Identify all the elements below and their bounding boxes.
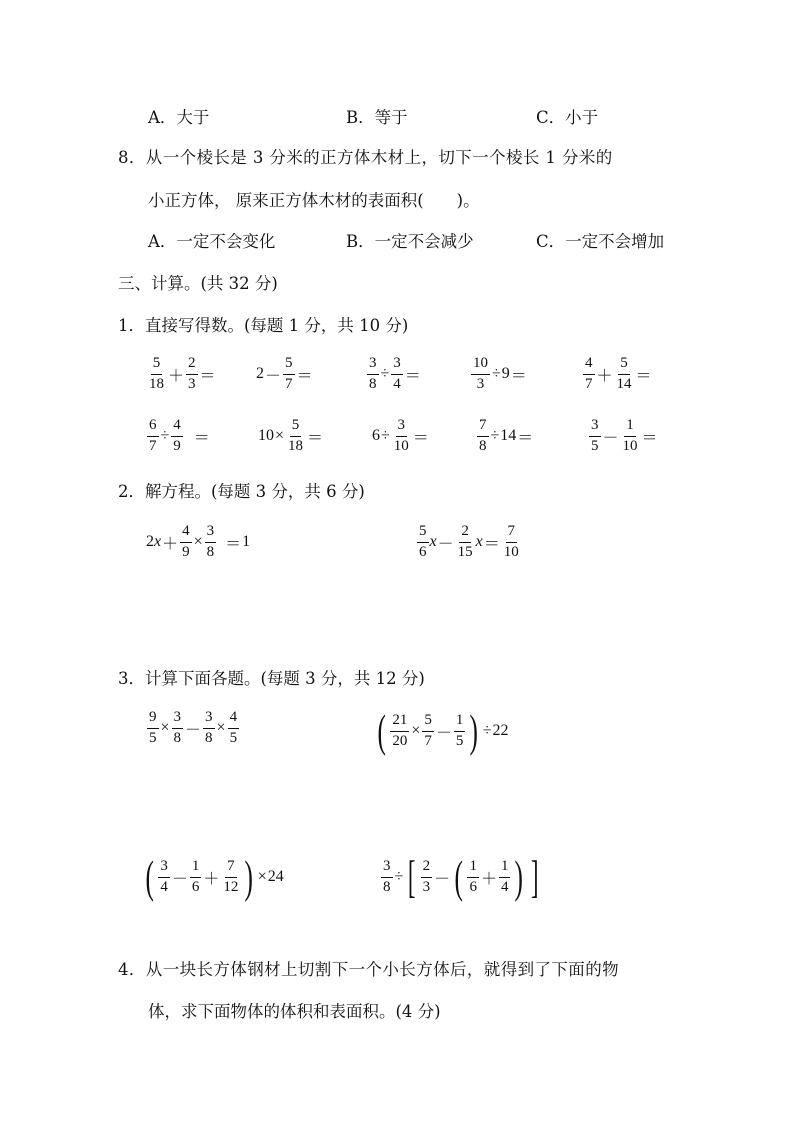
fraction: $\frac{2}{3}$: [188, 355, 196, 392]
fraction: $\frac{3}{5}$: [591, 417, 599, 454]
fraction: $\frac{5}{7}$: [285, 355, 293, 392]
q7-option-c: C．小于: [536, 108, 599, 127]
calc-item-7: 10 × $\frac{5}{18}$ ＝: [258, 417, 324, 454]
fraction: $\frac{3}{8}$: [173, 709, 182, 746]
fraction: $\frac{6}{7}$: [149, 417, 157, 454]
problem-4: $\frac{3}{8}$ ÷ [ $\frac{2}{3}$ － ( $\frac{1}{6}$ ＋ $\frac{1}{4}$ ) ]: [383, 851, 539, 902]
fraction: $\frac{1}{10}$: [622, 417, 638, 454]
calc-item-2: 2 － $\frac{5}{7}$ ＝: [256, 355, 313, 392]
problem-1: $\frac{9}{5}$ × $\frac{3}{8}$ － $\frac{3}{8}$ × $\frac{4}{5}$: [149, 709, 238, 746]
fraction: $\frac{5}{18}$: [149, 355, 164, 392]
fraction: $\frac{4}{5}$: [229, 709, 238, 746]
calc-item-4: $\frac{10}{3}$ ÷ 9 ＝: [473, 355, 527, 392]
fraction: $\frac{2}{15}$: [457, 523, 473, 560]
fraction: $\frac{10}{3}$: [473, 355, 488, 392]
section-title: 三、计算。(共 32 分): [118, 274, 278, 293]
calc-item-3: $\frac{3}{8}$ ÷ $\frac{3}{4}$ ＝: [369, 355, 421, 392]
fraction: $\frac{5}{14}$: [616, 355, 632, 392]
fraction: $\frac{1}{4}$: [500, 857, 509, 895]
calc-item-1: $\frac{5}{18}$ ＋ $\frac{2}{3}$ ＝: [149, 355, 216, 392]
equation-2: $\frac{5}{6}$ x － $\frac{2}{15}$ x ＝ $\frac{7}{10}$: [419, 523, 519, 560]
subsection-3-title: 3．计算下面各题。(每题 3 分，共 12 分): [118, 669, 425, 688]
fraction: $\frac{3}{8}$: [383, 857, 391, 895]
calc-item-5: $\frac{4}{7}$ ＋ $\frac{5}{14}$ ＝: [585, 355, 652, 392]
fraction: $\frac{5}{7}$: [424, 711, 432, 749]
fraction: $\frac{21}{20}$: [392, 711, 408, 749]
problem-2: ( $\frac{21}{20}$ × $\frac{5}{7}$ － $\frac{1}{5}$ ) ÷ 22: [377, 705, 509, 756]
fraction: $\frac{3}{4}$: [393, 355, 401, 392]
fraction: $\frac{3}{8}$: [205, 709, 213, 746]
subsection-2-title: 2．解方程。(每题 3 分，共 6 分): [118, 482, 365, 501]
fraction: $\frac{3}{8}$: [206, 523, 215, 560]
fraction: $\frac{4}{7}$: [585, 355, 593, 392]
equation-1: 2 x ＋ $\frac{4}{9}$ × $\frac{3}{8}$ ＝ 1: [146, 523, 251, 560]
subsection-4-line2: 体，求下面物体的体积和表面积。(4 分): [148, 1002, 441, 1021]
fraction: $\frac{7}{10}$: [503, 523, 519, 560]
calc-item-6: $\frac{6}{7}$ ÷ $\frac{4}{9}$ ＝: [149, 417, 210, 454]
fraction: $\frac{7}{8}$: [479, 417, 487, 454]
q7-option-b: B．等于: [346, 108, 408, 127]
fraction: $\frac{5}{18}$: [288, 417, 304, 454]
fraction: $\frac{9}{5}$: [149, 709, 157, 746]
q8-stem-line1: 8．从一个棱长是 3 分米的正方体木材上，切下一个棱长 1 分米的: [118, 148, 613, 167]
fraction: $\frac{1}{6}$: [469, 857, 477, 895]
calc-item-9: $\frac{7}{8}$ ÷ 14 ＝: [479, 417, 534, 454]
subsection-1-title: 1．直接写得数。(每题 1 分，共 10 分): [118, 316, 409, 335]
q8-option-c: C．一定不会增加: [536, 232, 665, 251]
fraction: $\frac{5}{6}$: [419, 523, 427, 560]
fraction: $\frac{4}{9}$: [182, 523, 190, 560]
q8-stem-line2: 小正方体， 原来正方体木材的表面积( )。: [148, 191, 480, 210]
fraction: $\frac{1}{6}$: [191, 857, 200, 895]
subsection-4-line1: 4．从一块长方体钢材上切割下一个小长方体后，就得到了下面的物: [118, 960, 619, 979]
fraction: $\frac{3}{8}$: [369, 355, 377, 392]
q8-option-a: A．一定不会变化: [148, 232, 276, 251]
calc-item-10: $\frac{3}{5}$ － $\frac{1}{10}$ ＝: [591, 417, 658, 454]
fraction: $\frac{1}{5}$: [455, 711, 464, 749]
fraction: $\frac{7}{12}$: [223, 857, 239, 895]
fraction: $\frac{4}{9}$: [173, 417, 181, 454]
fraction: $\frac{3}{10}$: [393, 417, 409, 454]
fraction: $\frac{2}{3}$: [422, 857, 431, 895]
q7-option-a: A．大于: [148, 108, 210, 127]
q8-option-b: B．一定不会减少: [346, 232, 474, 251]
fraction: $\frac{3}{4}$: [160, 857, 168, 895]
calc-item-8: 6 ÷ $\frac{3}{10}$ ＝: [372, 417, 429, 454]
problem-3: ( $\frac{3}{4}$ － $\frac{1}{6}$ ＋ $\frac{7}{12}$ ) × 24: [145, 851, 284, 902]
